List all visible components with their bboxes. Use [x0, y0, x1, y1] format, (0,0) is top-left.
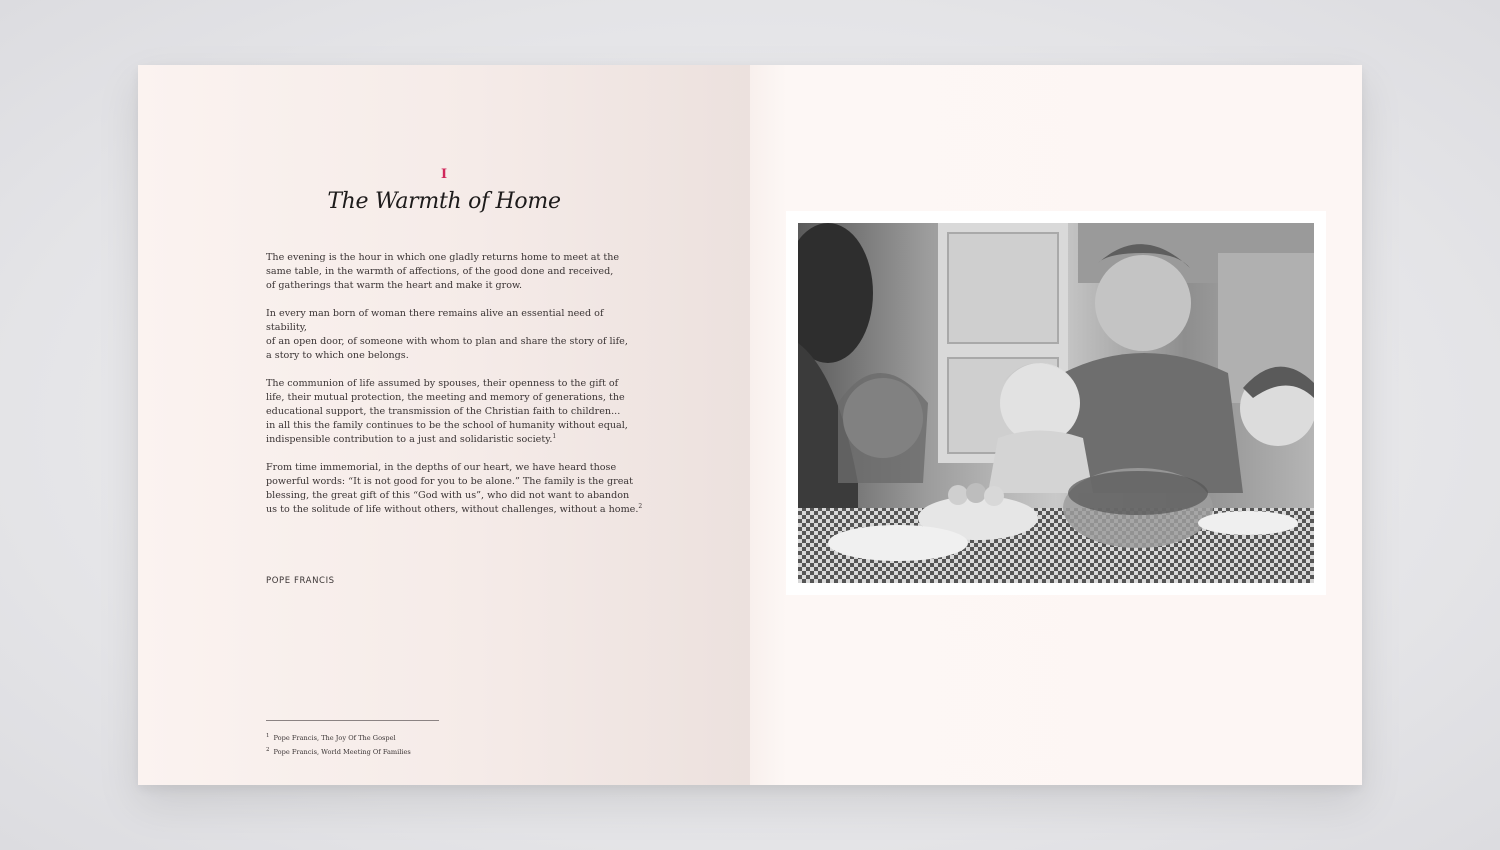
chapter-title: The Warmth of Home	[327, 189, 561, 214]
paragraph: In every man born of woman there remains alive an essential need of stability, of an open door, of someone with whom to plan and share the story of life, a story to which one belongs.	[266, 308, 628, 361]
footnote-ref: 1	[552, 432, 557, 440]
photo-frame	[786, 211, 1326, 595]
left-page	[138, 65, 750, 785]
book-spread	[138, 65, 1362, 785]
footnote-ref: 2	[638, 502, 643, 510]
author-name: POPE FRANCIS	[266, 576, 335, 586]
paragraph: From time immemorial, in the depths of our heart, we have heard those powerful words: “It is not good for you to be alone.” The family is the great blessing, the great gift of this “God with us”, who did not want to abandon us to the solitude of life without others, without challenges, without a home.$^2$	[266, 462, 643, 515]
footnotes	[266, 730, 411, 758]
footnote-item: $^1$ Pope Francis, The Joy Of The Gospel	[266, 733, 396, 743]
footnote-item: $^2$ Pope Francis, World Meeting Of Families	[266, 747, 411, 757]
paragraph: The evening is the hour in which one gladly returns home to meet at the same table, in the warmth of affections, of the good done and received, of gatherings that warm the heart and make it grow.	[266, 252, 620, 291]
right-page	[750, 65, 1362, 785]
chapter-number: I	[440, 167, 448, 182]
paragraph: The communion of life assumed by spouses, their openness to the gift of life, their mutual protection, the meeting and memory of generations, the educational support, the transmission of the Christian faith to children... in all this the family continues to be the school of humanity without equal, indispensible contribution to a just and solidaristic society.$^1$	[266, 378, 628, 445]
family-dinner-photo	[798, 223, 1314, 583]
body-text	[266, 251, 646, 531]
footnote-divider	[266, 720, 439, 721]
